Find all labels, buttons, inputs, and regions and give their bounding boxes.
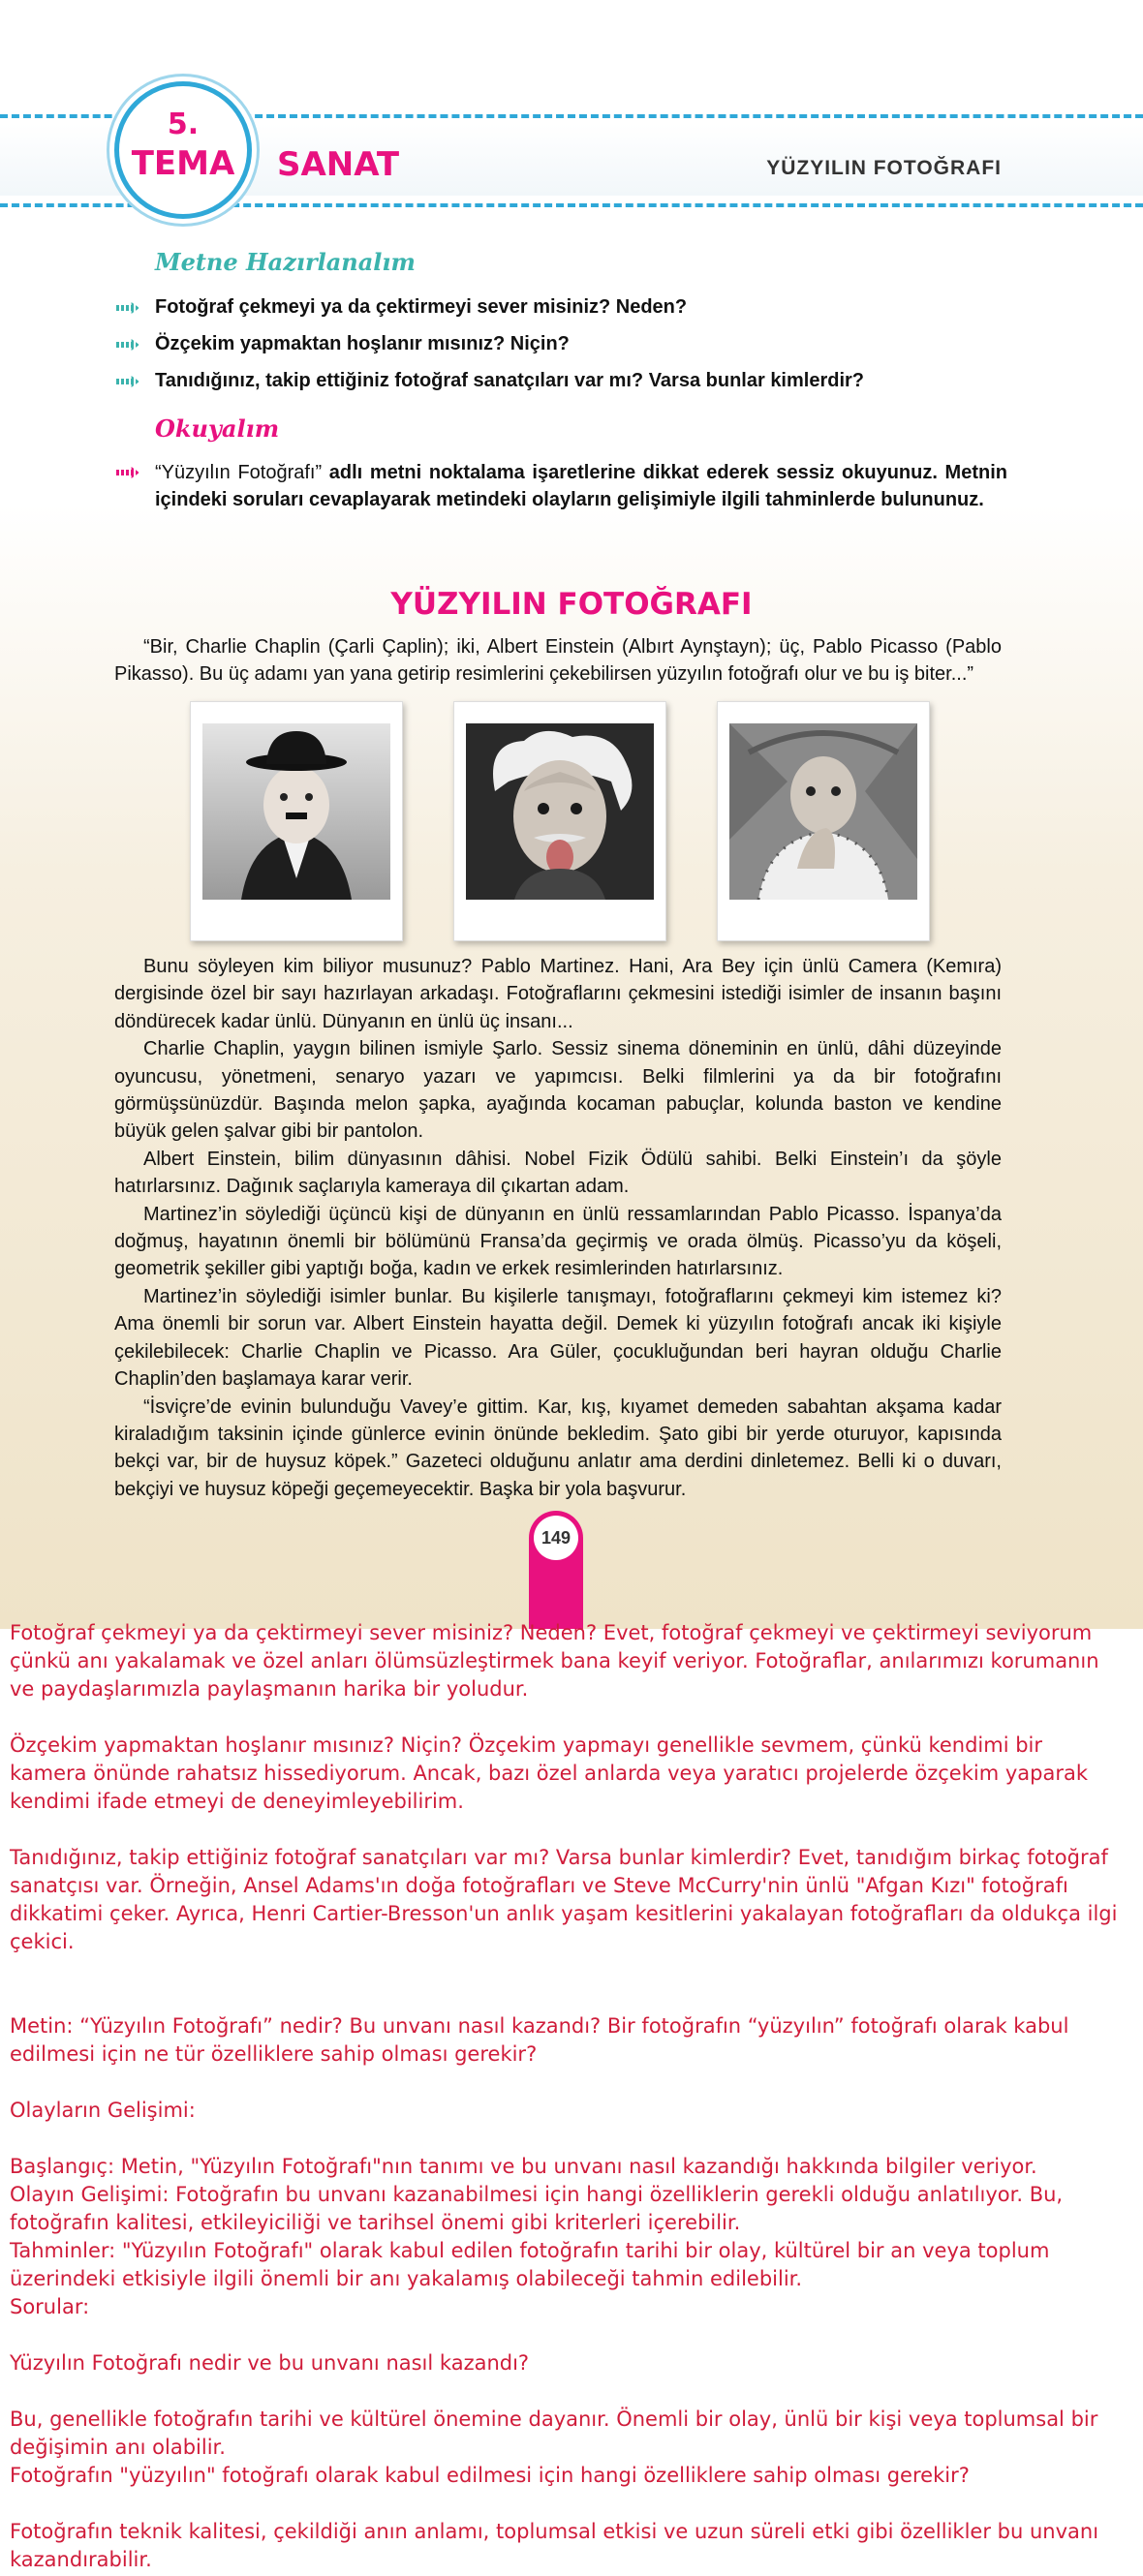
story-paragraph: Martinez’in söylediği isimler bunlar. Bu kişilerle tanışmayı, fotoğraflarını çekmeyi kim istemez ki? Ama önemli bir sorun var. Albert Einstein hayatta değil. Demek ki yüzyılın fotoğrafı ancak iki kişiyle çekilebilecek: Charlie Chaplin ve Picasso. Ara Güler, çocukluğundan beri hayran olduğu Charlie Chaplin’den başlamaya karar verir. <box>114 1285 1002 1391</box>
story-paragraph: Bunu söyleyen kim biliyor musunuz? Pablo Martinez. Hani, Ara Bey için ünlü Camera (Kemıra) dergisinde özel bir sayı hazırlayan arkadaşı. Fotoğraflarını çekmesini istediği isimler de insanın başını döndürecek kadar ünlü. Dünyanın en ünlü üç insanı... <box>114 956 1002 1032</box>
tema-number: 5. <box>167 107 200 141</box>
prep-section-title: Metne Hazırlanalım <box>155 248 416 276</box>
answer-spacer <box>10 2377 1124 2406</box>
answer-spacer <box>10 2125 1124 2153</box>
story-paragraph: Martinez’in söylediği üçüncü kişi de dünyanın en ünlü ressamlarından Pablo Picasso. İspanya’da doğmuş, hayatının önemli bir bölümünü Fransa’da geçirmiş ve orada ölmüş. Picasso’yu da köşeli, geometrik şekiller gibi yaptığı boğa, kadın ve erkek resimlerinden hatırlarsınız. <box>114 1203 1002 1280</box>
answer-line: Fotoğraf çekmeyi ya da çektirmeyi sever misiniz? Neden? Evet, fotoğraf çekmeyi ve çektirmeyi seviyorum çünkü anı yakalamak ve özel anları ölümsüzleştirmek bana keyif veriyor. Fotoğraflar, anılarımızı korumanın ve paydaşlarımızla paylaşmanın harika bir yoludur. <box>10 1621 1099 1701</box>
answer-line: Metin: “Yüzyılın Fotoğrafı” nedir? Bu unvanı nasıl kazandı? Bir fotoğrafın “yüzyılın” fotoğrafı olarak kabul edilmesi için ne tür özelliklere sahip olması gerekir? <box>10 2014 1069 2066</box>
photo-charlie-chaplin <box>190 701 403 941</box>
answer-spacer <box>10 1984 1124 2012</box>
answer-line: Tahminler: "Yüzyılın Fotoğrafı" olarak kabul edilen fotoğrafın tarihi bir olay, kültürel bir an veya toplum üzerindeki etkisiyle ilgili önemli bir anı yakalamış olabileceği tahmin edilebilir. <box>10 2239 1050 2290</box>
einstein-portrait-image <box>466 723 654 900</box>
chaplin-portrait-image <box>202 723 390 900</box>
teal-dashed-arrow-icon <box>116 302 139 314</box>
answer-line: Bu, genellikle fotoğrafın tarihi ve kültürel önemine dayanır. Önemli bir olay, ünlü bir kişi veya toplumsal bir değişimin anı olabilir. <box>10 2407 1098 2459</box>
story-title: YÜZYILIN FOTOĞRAFI <box>390 587 753 622</box>
page-number: 149 <box>534 1516 578 1560</box>
page-topic: YÜZYILIN FOTOĞRAFI <box>766 157 1002 179</box>
answer-line: Fotoğrafın "yüzyılın" fotoğrafı olarak kabul edilmesi için hangi özelliklere sahip olması gerekir? <box>10 2464 970 2487</box>
story-paragraph: Albert Einstein, bilim dünyasının dâhisi. Nobel Fizik Ödülü sahibi. Belki Einstein’ı da şöyle hatırlarsınız. Dağınık saçlarıyla kameraya dil çıkartan adam. <box>114 1148 1002 1198</box>
reading-section-title: Okuyalım <box>155 414 280 443</box>
tema-badge <box>114 81 252 219</box>
answer-line: Fotoğrafın teknik kalitesi, çekildiği anın anlamı, toplumsal etkisi ve uzun süreli etki gibi özellikler bu unvanı kazandırabilir. <box>10 2520 1099 2571</box>
prep-question-text: Fotoğraf çekmeyi ya da çektirmeyi sever misiniz? Neden? <box>155 296 688 318</box>
story-intro: “Bir, Charlie Chaplin (Çarli Çaplin); iki, Albert Einstein (Albırt Aynştayn); üç, Pablo Picasso (Pablo Pikasso). Bu üç adamı yan yana getirip resimlerini çekebilirsen yüzyılın fotoğrafı olur ve bu iş biter...” <box>114 636 1002 685</box>
answer-line: Başlangıç: Metin, "Yüzyılın Fotoğrafı"nın tanımı ve bu unvanı nasıl kazandığı hakkında bilgiler veriyor. <box>10 2155 1037 2178</box>
teal-dashed-arrow-icon <box>116 339 139 351</box>
answer-line: Yüzyılın Fotoğrafı nedir ve bu unvanı nasıl kazandı? <box>10 2351 530 2375</box>
answer-line: Özçekim yapmaktan hoşlanır mısınız? Niçin? Özçekim yapmayı genellikle sevmem, çünkü kendimi bir kamera önünde rahatsız hissediyorum. Ancak, bazı özel anlarda veya yaratıcı projelerde özçekim yaparak kendimi ifade etmeyi de deneyimleyebilirim. <box>10 1733 1089 1813</box>
teal-dashed-arrow-icon <box>116 376 139 387</box>
answer-line: Sorular: <box>10 2295 90 2318</box>
story-paragraph: Charlie Chaplin, yaygın bilinen ismiyle Şarlo. Sessiz sinema döneminin en ünlü, dâhi düzeyinde oyuncusu, yönetmeni, senaryo yazarı ve yapımcısı. Belki filmlerini ya da bir fotoğrafını görmüşsünüzdür. Başında melon şapka, ayağında kocaman pabuçlar, kolunda baston ve kendine büyük gelen şalvar gibi bir pantolon. <box>114 1038 1002 1143</box>
answer-line: Tanıdığınız, takip ettiğiniz fotoğraf sanatçıları var mı? Varsa bunlar kimlerdir? Evet, tanıdığım birkaç fotoğraf sanatçısı var. Örneğin, Ansel Adams'ın doğa fotoğrafları ve Steve McCurry'nin ünlü "Afgan Kızı" fotoğrafı dikkatimi çeker. Ayrıca, Henri Cartier-Bresson'un anlık yaşam kesitlerini yakalayan fotoğrafları da oldukça ilgi çekici. <box>10 1846 1118 1953</box>
prep-question-text: Tanıdığınız, takip ettiğiniz fotoğraf sanatçıları var mı? Varsa bunlar kimlerdir? <box>155 370 865 391</box>
story-body <box>114 953 1002 1503</box>
reading-instruction-quote: “Yüzyılın Fotoğrafı” <box>155 462 323 483</box>
answer-spacer <box>10 2069 1124 2097</box>
story-paragraph: “İsviçre’de evinin bulunduğu Vavey’e gittim. Kar, kış, kıyamet demeden sabahtan akşama kadar kiraladığım taksinin içinde günlerce evinin önünde bekledim. Şato gibi bir yerde oturuyor, kapısında bekçi var, bir de huysuz köpek.” Gazeteci olduğunu anlatır ama derdini dinletemez. Belli ki o duvarı, bekçiyi ve huysuz köpeği geçemeyecektir. Başka bir yola başvurur. <box>114 1395 1002 1500</box>
answer-spacer <box>10 1703 1124 1732</box>
answer-spacer <box>10 2490 1124 2518</box>
tema-word: TEMA <box>131 144 235 183</box>
picasso-portrait-image <box>729 723 917 900</box>
answer-line: Olayların Gelişimi: <box>10 2099 196 2122</box>
answer-spacer <box>10 1956 1124 1984</box>
answer-notes <box>10 1619 1124 2574</box>
answer-spacer <box>10 1816 1124 1844</box>
answer-spacer <box>10 2321 1124 2349</box>
theme-title: SANAT <box>277 145 400 184</box>
photo-pablo-picasso <box>717 701 930 941</box>
photo-albert-einstein <box>453 701 666 941</box>
red-dashed-arrow-icon <box>116 467 139 478</box>
answer-line: Olayın Gelişimi: Fotoğrafın bu unvanı kazanabilmesi için hangi özelliklerin gerekli olduğu anlatılıyor. Bu, fotoğrafın kalitesi, etkileyiciliği ve tarihsel önemi gibi kriterleri içerebilir. <box>10 2183 1064 2234</box>
prep-question-text: Özçekim yapmaktan hoşlanır mısınız? Niçin? <box>155 333 570 354</box>
reading-instruction-text: adlı metni noktalama işaretlerine dikkat ederek sessiz okuyunuz. Metnin içindeki soruları cevaplayarak metindeki olayların gelişimiyle ilgili tahminlerde bulununuz. <box>155 462 1007 510</box>
reading-instruction <box>116 459 1007 513</box>
